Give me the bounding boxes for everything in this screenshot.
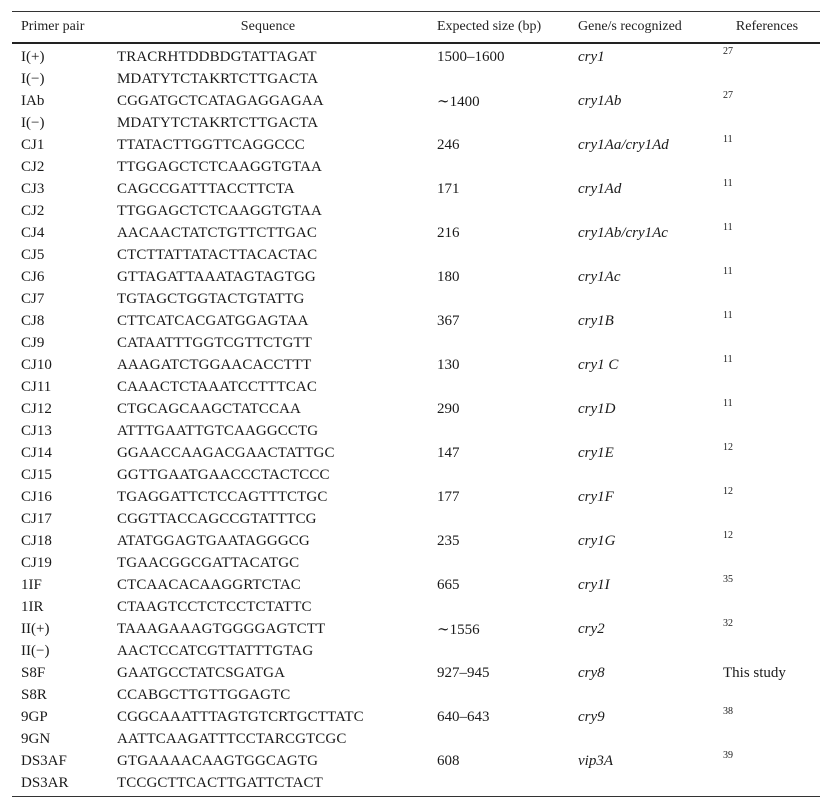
sequence-cell: AACAACTATCTGTTCTTGAC	[117, 224, 317, 241]
primer-cell: 9GN	[21, 730, 51, 747]
reference-value: 12	[723, 441, 733, 453]
table-row	[12, 68, 820, 90]
primer-cell: CJ13	[21, 422, 52, 439]
primer-cell: S8R	[21, 686, 47, 703]
primer-cell: I(+)	[21, 48, 45, 65]
primer-cell: CJ4	[21, 224, 45, 241]
reference-cell	[714, 89, 820, 110]
reference-value: 12	[723, 485, 733, 497]
table-row	[12, 508, 820, 530]
gene-cell: cry1B	[578, 312, 614, 329]
reference-value: 11	[723, 177, 733, 189]
sequence-cell: GAATGCCTATCSGATGA	[117, 664, 286, 681]
primer-cell: CJ5	[21, 246, 45, 263]
table-row	[12, 640, 820, 662]
reference-cell	[714, 221, 820, 242]
primer-cell: CJ14	[21, 444, 52, 461]
reference-cell	[714, 177, 820, 198]
gene-cell: cry1D	[578, 400, 616, 417]
table-body	[12, 44, 820, 796]
reference-value: 32	[723, 617, 733, 629]
gene-cell: cry1F	[578, 488, 614, 505]
primer-cell: CJ3	[21, 180, 45, 197]
table-row	[12, 178, 820, 200]
reference-cell	[714, 485, 820, 506]
table-row	[12, 156, 820, 178]
reference-value: 35	[723, 573, 733, 585]
primer-cell: CJ17	[21, 510, 52, 527]
sequence-cell: TGAGGATTCTCCAGTTTCTGC	[117, 488, 328, 505]
primer-cell: DS3AR	[21, 774, 69, 791]
table-row	[12, 332, 820, 354]
sequence-cell: CAAACTCTAAATCCTTTCAC	[117, 378, 317, 395]
reference-value: 12	[723, 529, 733, 541]
gene-cell: cry1Ab	[578, 92, 622, 109]
reference-value: 11	[723, 353, 733, 365]
sequence-cell: MDATYTCTAKRTCTTGACTA	[117, 114, 319, 131]
table-row	[12, 310, 820, 332]
table-row	[12, 684, 820, 706]
table-row	[12, 288, 820, 310]
table-row	[12, 134, 820, 156]
sequence-cell: MDATYTCTAKRTCTTGACTA	[117, 70, 319, 87]
reference-cell	[714, 133, 820, 154]
gene-cell: cry1 C	[578, 356, 619, 373]
reference-value: 11	[723, 309, 733, 321]
primer-cell: S8F	[21, 664, 46, 681]
sequence-cell: ATATGGAGTGAATAGGGCG	[117, 532, 310, 549]
size-cell: 290	[437, 400, 460, 417]
table-row	[12, 706, 820, 728]
sequence-cell: CTTCATCACGATGGAGTAA	[117, 312, 309, 329]
primer-cell: CJ18	[21, 532, 52, 549]
size-cell: ∼1400	[437, 93, 480, 110]
primer-cell: 9GP	[21, 708, 48, 725]
gene-cell: cry1	[578, 48, 605, 65]
size-cell: 608	[437, 752, 460, 769]
size-cell: ∼1556	[437, 621, 480, 638]
sequence-cell: TTGGAGCTCTCAAGGTGTAA	[117, 202, 322, 219]
sequence-cell: AAAGATCTGGAACACCTTT	[117, 356, 312, 373]
gene-cell: cry1Ac	[578, 268, 621, 285]
sequence-cell: TGTAGCTGGTACTGTATTG	[117, 290, 305, 307]
table-row	[12, 398, 820, 420]
reference-value: This study	[723, 664, 786, 681]
primer-cell: II(−)	[21, 642, 50, 659]
table-row	[12, 200, 820, 222]
reference-cell	[714, 441, 820, 462]
table-row	[12, 486, 820, 508]
sequence-cell: CCABGCTTGTTGGAGTC	[117, 686, 291, 703]
table-row	[12, 376, 820, 398]
table-row	[12, 244, 820, 266]
reference-cell	[714, 353, 820, 374]
table-header	[12, 12, 820, 42]
reference-cell	[714, 573, 820, 594]
reference-cell	[714, 529, 820, 550]
primer-cell: CJ11	[21, 378, 52, 395]
reference-cell	[714, 397, 820, 418]
reference-cell	[714, 705, 820, 726]
size-cell: 235	[437, 532, 460, 549]
size-cell: 1500–1600	[437, 48, 505, 65]
primer-cell: CJ7	[21, 290, 45, 307]
gene-cell: vip3A	[578, 752, 613, 769]
header-references: References	[735, 19, 799, 34]
table-row	[12, 662, 820, 684]
sequence-cell: CGGATGCTCATAGAGGAGAA	[117, 92, 324, 109]
reference-value: 11	[723, 221, 733, 233]
reference-value: 11	[723, 397, 733, 409]
size-cell: 130	[437, 356, 460, 373]
table-row	[12, 618, 820, 640]
size-cell: 180	[437, 268, 460, 285]
table-row	[12, 90, 820, 112]
size-cell: 171	[437, 180, 460, 197]
size-cell: 367	[437, 312, 460, 329]
sequence-cell: GTTAGATTAAATAGTAGTGG	[117, 268, 316, 285]
table-row	[12, 46, 820, 68]
primer-cell: CJ1	[21, 136, 45, 153]
table-bottom-rule	[12, 796, 820, 797]
table-row	[12, 222, 820, 244]
table-row	[12, 574, 820, 596]
table-row	[12, 354, 820, 376]
size-cell: 665	[437, 576, 460, 593]
sequence-cell: CTAAGTCCTCTCCTCTATTC	[117, 598, 312, 615]
primer-cell: DS3AF	[21, 752, 67, 769]
primer-cell: CJ15	[21, 466, 52, 483]
sequence-cell: CGGCAAATTTAGTGTCRTGCTTATC	[117, 708, 364, 725]
sequence-cell: GGTTGAATGAACCCTACTCCC	[117, 466, 330, 483]
table-row	[12, 596, 820, 618]
gene-cell: cry1I	[578, 576, 610, 593]
table-row	[12, 530, 820, 552]
size-cell: 927–945	[437, 664, 490, 681]
primer-cell: I(−)	[21, 114, 45, 131]
reference-cell	[714, 309, 820, 330]
primer-cell: IAb	[21, 92, 45, 109]
header-expected-size: Expected size (bp)	[437, 19, 542, 34]
reference-value: 27	[723, 89, 733, 101]
table-row	[12, 772, 820, 794]
reference-value: 38	[723, 705, 733, 717]
sequence-cell: TGAACGGCGATTACATGC	[117, 554, 300, 571]
reference-value: 11	[723, 133, 733, 145]
sequence-cell: TAAAGAAAGTGGGGAGTCTT	[117, 620, 326, 637]
sequence-cell: CTCTTATTATACTTACACTAC	[117, 246, 318, 263]
header-sequence: Sequence	[240, 19, 296, 34]
gene-cell: cry1G	[578, 532, 616, 549]
reference-value: 11	[723, 265, 733, 277]
primer-cell: CJ12	[21, 400, 52, 417]
primer-cell: CJ9	[21, 334, 45, 351]
sequence-cell: CTCAACACAAGGRTCTAC	[117, 576, 301, 593]
size-cell: 177	[437, 488, 460, 505]
reference-cell	[714, 45, 820, 66]
reference-value: 39	[723, 749, 733, 761]
gene-cell: cry1E	[578, 444, 614, 461]
sequence-cell: AACTCCATCGTTATTTGTAG	[117, 642, 314, 659]
table-row	[12, 750, 820, 772]
reference-cell	[714, 665, 820, 682]
sequence-cell: ATTTGAATTGTCAAGGCCTG	[117, 422, 319, 439]
sequence-cell: TRACRHTDDBDGTATTAGAT	[117, 48, 317, 65]
primer-cell: II(+)	[21, 620, 50, 637]
gene-cell: cry9	[578, 708, 605, 725]
sequence-cell: GTGAAAACAAGTGGCAGTG	[117, 752, 319, 769]
primer-table	[12, 11, 820, 797]
table-row	[12, 464, 820, 486]
primer-cell: CJ16	[21, 488, 52, 505]
table-row	[12, 442, 820, 464]
gene-cell: cry1Ad	[578, 180, 622, 197]
primer-cell: 1IF	[21, 576, 42, 593]
header-primer-pair: Primer pair	[21, 19, 85, 34]
primer-cell: 1IR	[21, 598, 44, 615]
sequence-cell: GGAACCAAGACGAACTATTGC	[117, 444, 335, 461]
gene-cell: cry8	[578, 664, 605, 681]
reference-cell	[714, 749, 820, 770]
sequence-cell: TTGGAGCTCTCAAGGTGTAA	[117, 158, 322, 175]
sequence-cell: TTATACTTGGTTCAGGCCC	[117, 136, 305, 153]
table-row	[12, 728, 820, 750]
header-genes-recognized: Gene/s recognized	[578, 19, 682, 34]
primer-cell: CJ2	[21, 202, 45, 219]
primer-cell: CJ8	[21, 312, 45, 329]
gene-cell: cry1Aa/cry1Ad	[578, 136, 669, 153]
gene-cell: cry2	[578, 620, 605, 637]
reference-cell	[714, 265, 820, 286]
primer-cell: CJ19	[21, 554, 52, 571]
table-row	[12, 552, 820, 574]
reference-cell	[714, 617, 820, 638]
size-cell: 640–643	[437, 708, 490, 725]
table-row	[12, 266, 820, 288]
sequence-cell: CGGTTACCAGCCGTATTTCG	[117, 510, 317, 527]
sequence-cell: CAGCCGATTTACCTTCTA	[117, 180, 295, 197]
gene-cell: cry1Ab/cry1Ac	[578, 224, 668, 241]
size-cell: 246	[437, 136, 460, 153]
size-cell: 216	[437, 224, 460, 241]
sequence-cell: CATAATTTGGTCGTTCTGTT	[117, 334, 312, 351]
table-row	[12, 112, 820, 134]
primer-cell: I(−)	[21, 70, 45, 87]
sequence-cell: CTGCAGCAAGCTATCCAA	[117, 400, 301, 417]
primer-cell: CJ10	[21, 356, 52, 373]
reference-value: 27	[723, 45, 733, 57]
sequence-cell: AATTCAAGATTTCCTARCGTCGC	[117, 730, 347, 747]
sequence-cell: TCCGCTTCACTTGATTCTACT	[117, 774, 323, 791]
primer-cell: CJ6	[21, 268, 45, 285]
size-cell: 147	[437, 444, 460, 461]
primer-cell: CJ2	[21, 158, 45, 175]
table-row	[12, 420, 820, 442]
